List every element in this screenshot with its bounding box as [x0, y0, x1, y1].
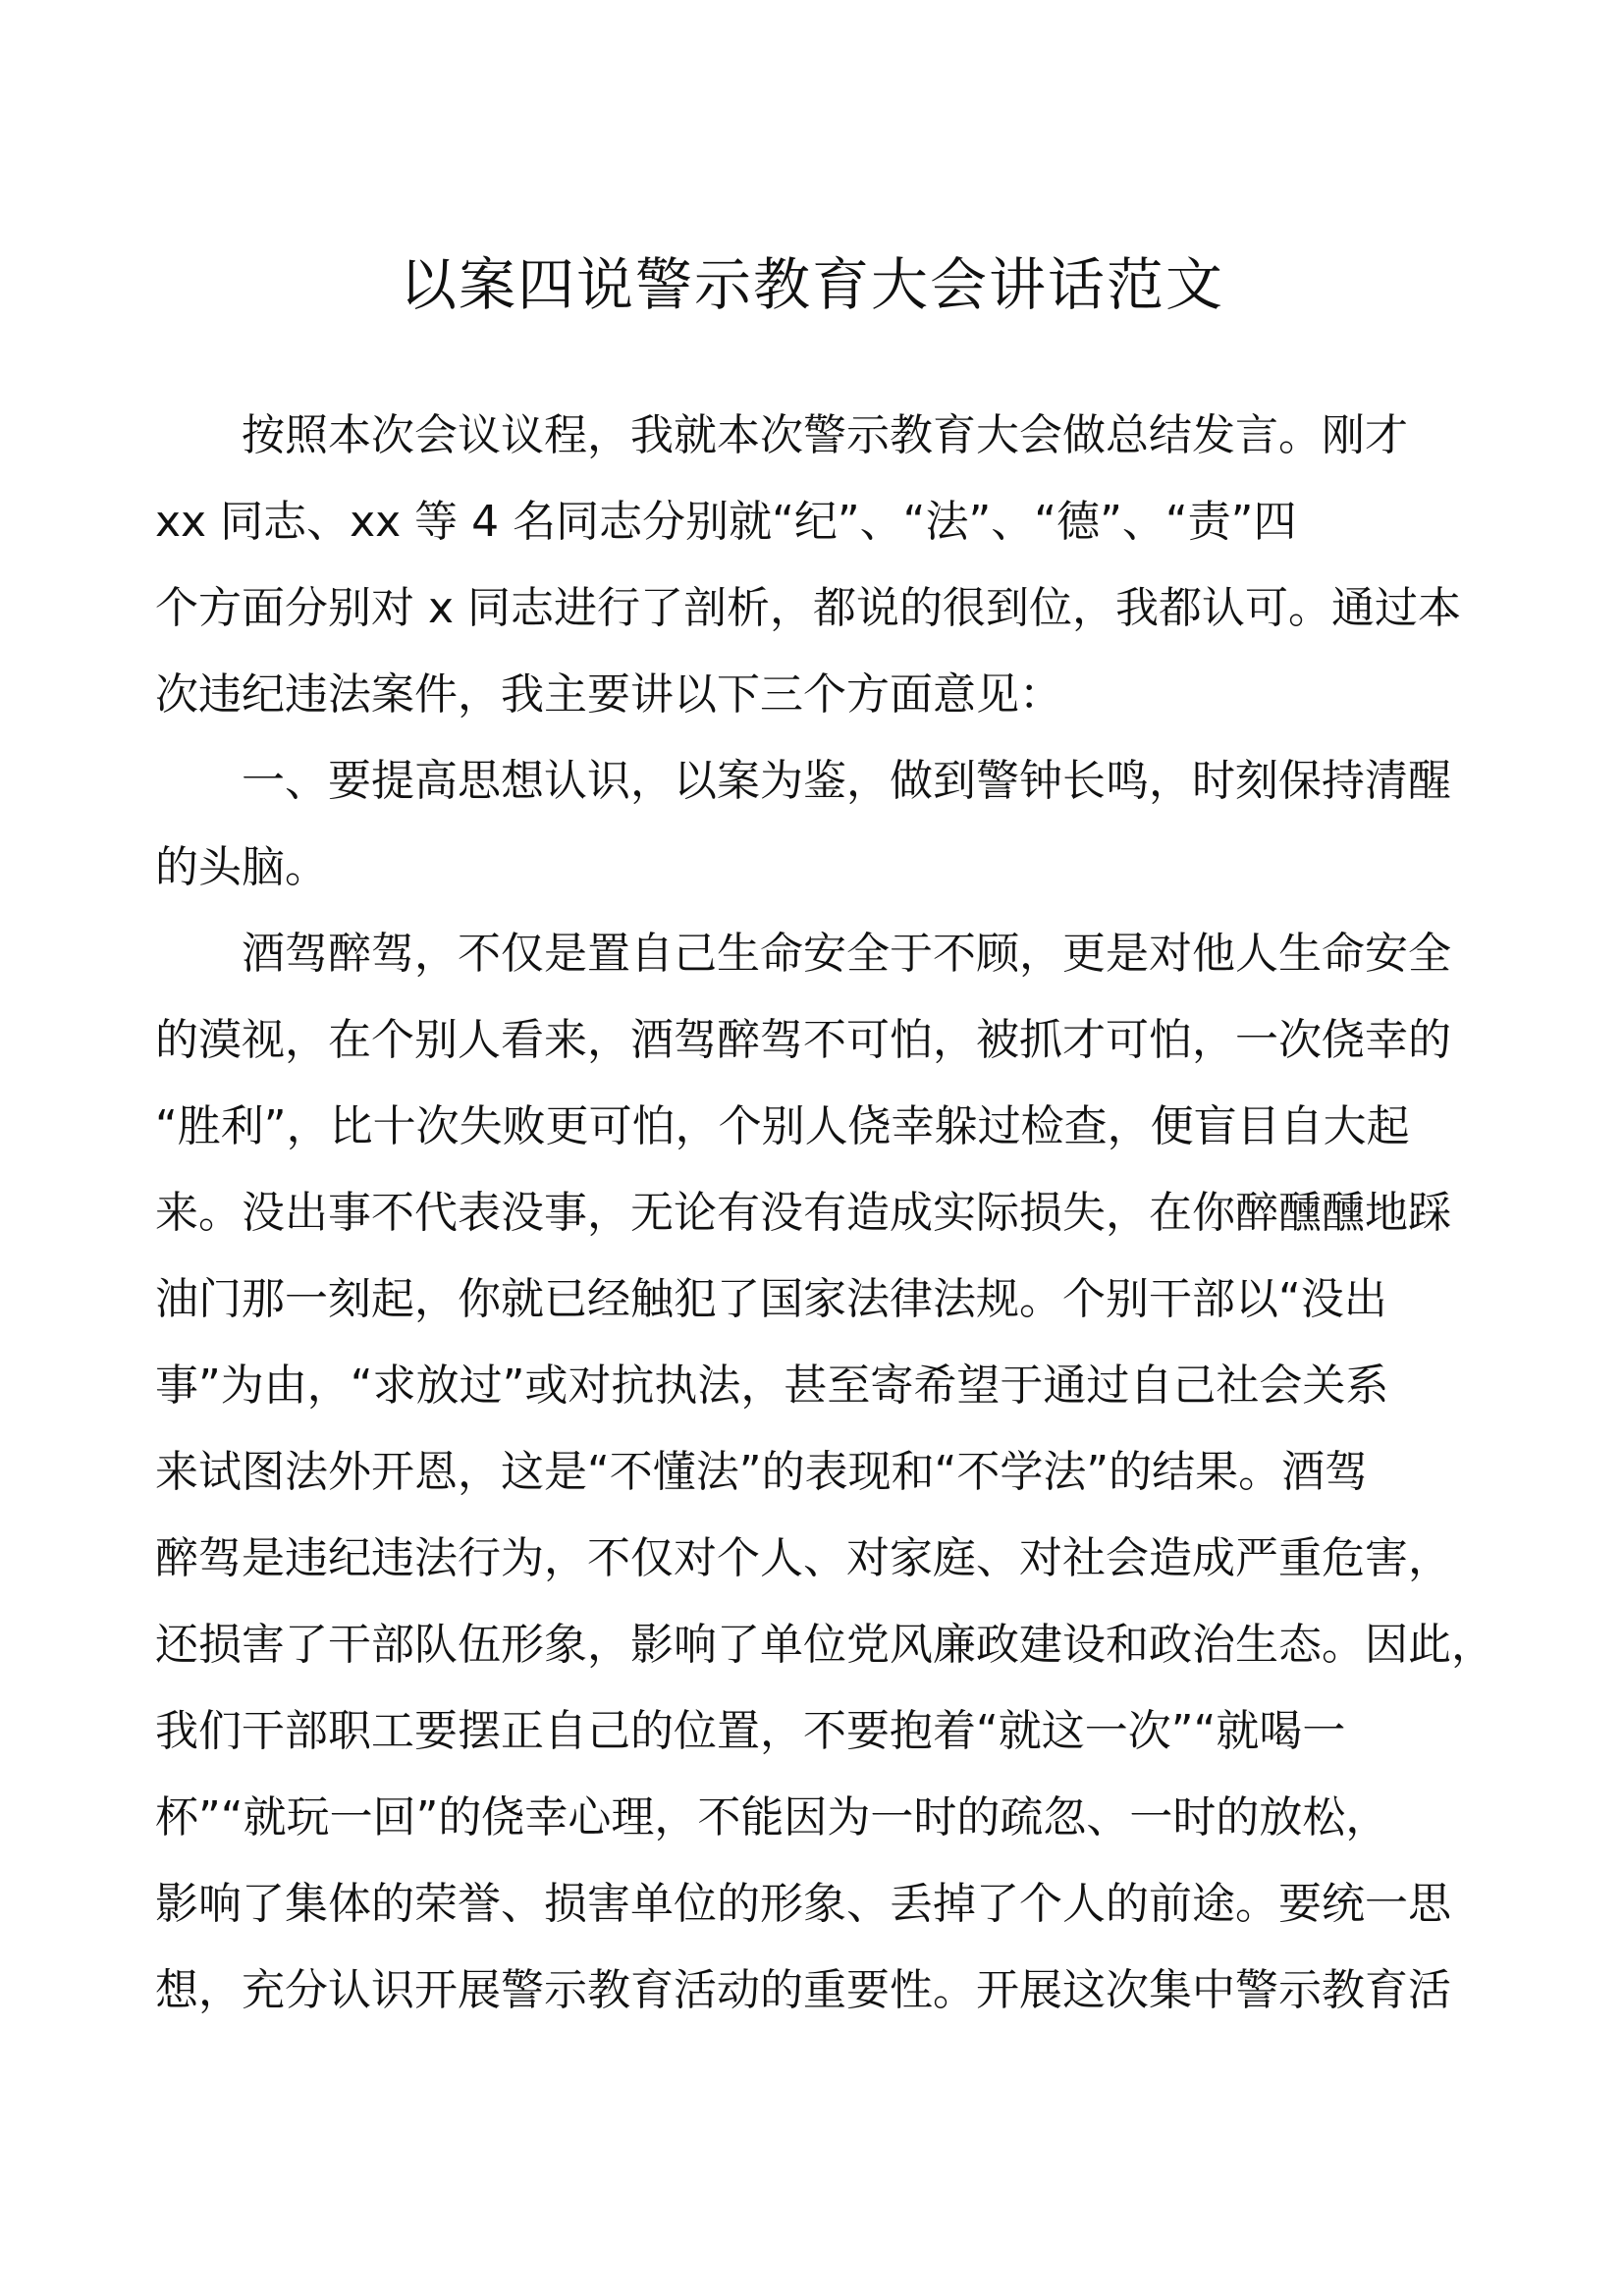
document-body	[155, 393, 1494, 2034]
section-heading-line: 的头脑。	[155, 842, 328, 892]
paragraph-line: 想，充分认识开展警示教育活动的重要性。开展这次集中警示教育活	[155, 1965, 1451, 2015]
paragraph-line: 还损害了干部队伍形象，影响了单位党风廉政建设和政治生态。因此，	[155, 1620, 1494, 1670]
section-heading-line: 一、要提高思想认识，以案为鉴，做到警钟长鸣，时刻保持清醒	[242, 756, 1451, 806]
paragraph-line: 的漠视，在个别人看来，酒驾醉驾不可怕，被抓才可怕，一次侥幸的	[155, 1015, 1451, 1065]
paragraph-line: “胜利”，比十次失败更可怕，个别人侥幸躲过检查，便盲目自大起	[155, 1101, 1410, 1151]
paragraph-line: 次违纪违法案件，我主要讲以下三个方面意见：	[155, 669, 1062, 720]
paragraph-line: 油门那一刻起，你就已经触犯了国家法律法规。个别干部以“没出	[155, 1274, 1387, 1324]
paragraph-line: xx 同志、xx 等 4 名同志分别就“纪”、“法”、“德”、“责”四	[155, 497, 1297, 547]
paragraph-line: 来。没出事不代表没事，无论有没有造成实际损失，在你醉醺醺地踩	[155, 1188, 1451, 1238]
paragraph-line: 事”为由，“求放过”或对抗执法，甚至寄希望于通过自己社会关系	[155, 1361, 1389, 1411]
paragraph-line: 个方面分别对 x 同志进行了剖析，都说的很到位，我都认可。通过本	[155, 583, 1462, 633]
paragraph-line: 杯”“就玩一回”的侥幸心理，不能因为一时的疏忽、一时的放松，	[155, 1792, 1389, 1842]
paragraph-line: 我们干部职工要摆正自己的位置，不要抱着“就这一次”“就喝一	[155, 1706, 1346, 1756]
document-title: 以案四说警示教育大会讲话范文	[399, 251, 1224, 318]
paragraph-line: 来试图法外开恩，这是“不懂法”的表现和“不学法”的结果。酒驾	[155, 1447, 1369, 1497]
paragraph-line: 影响了集体的荣誉、损害单位的形象、丢掉了个人的前途。要统一思	[155, 1879, 1451, 1929]
paragraph-line: 酒驾醉驾，不仅是置自己生命安全于不顾，更是对他人生命安全	[242, 929, 1451, 979]
paragraph-line: 醉驾是违纪违法行为，不仅对个人、对家庭、对社会造成严重危害，	[155, 1533, 1451, 1583]
paragraph-line: 按照本次会议议程，我就本次警示教育大会做总结发言。刚才	[242, 410, 1408, 460]
